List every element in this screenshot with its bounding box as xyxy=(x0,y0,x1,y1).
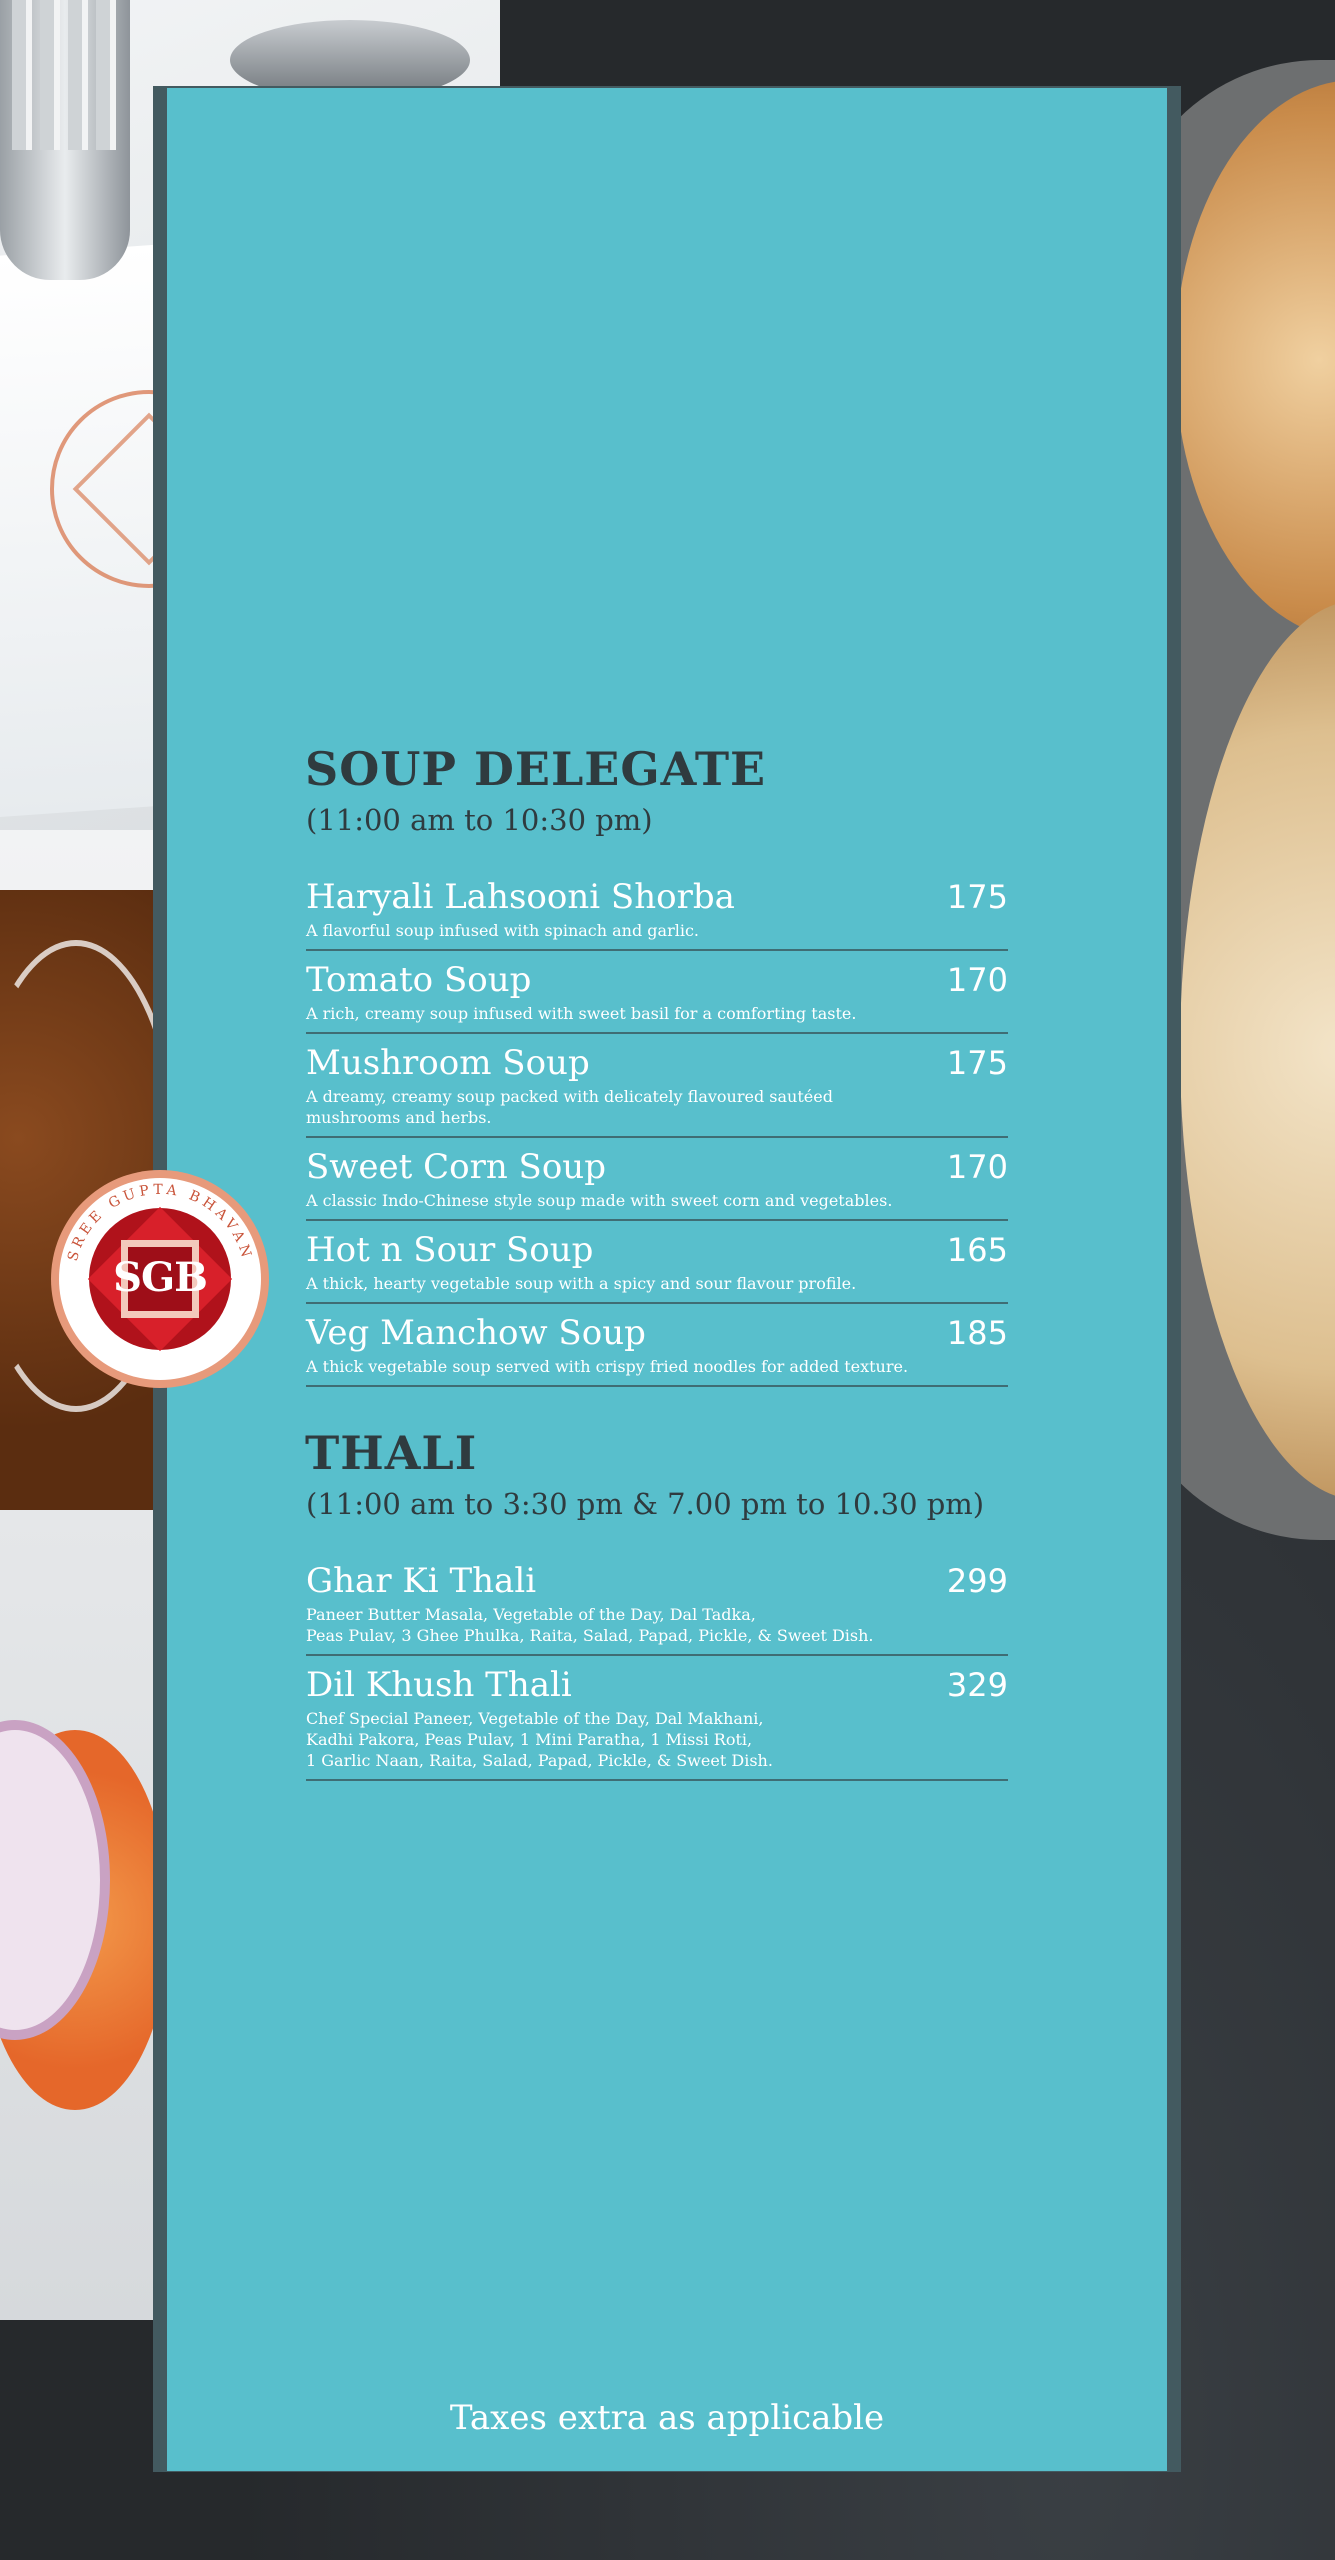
menu-item-name: Dil Khush Thali xyxy=(306,1665,572,1705)
menu-item-name: Sweet Corn Soup xyxy=(306,1147,606,1187)
sgb-logo xyxy=(51,1170,269,1388)
menu-item-price: 175 xyxy=(946,1044,1008,1082)
menu-item xyxy=(306,1664,1008,1781)
menu-item-description: A thick vegetable soup served with crispy fried noodles for added texture. xyxy=(306,1357,909,1376)
menu-item-name: Veg Manchow Soup xyxy=(306,1313,646,1353)
menu-item-name: Ghar Ki Thali xyxy=(306,1561,537,1601)
menu-item-name: Mushroom Soup xyxy=(306,1043,590,1083)
menu-item xyxy=(306,1229,1008,1304)
menu-item xyxy=(306,1560,1008,1656)
section-hours-soup: (11:00 am to 10:30 pm) xyxy=(306,803,653,837)
soup-list xyxy=(306,876,1008,1395)
menu-item-price: 175 xyxy=(946,878,1008,916)
logo-arc-top-text: SREE GUPTA BHAVAN xyxy=(64,1181,256,1264)
menu-item-description: A thick, hearty vegetable soup with a spicy and sour flavour profile. xyxy=(306,1274,857,1293)
menu-item-description: A flavorful soup infused with spinach and garlic. xyxy=(306,921,700,940)
section-hours-thali: (11:00 am to 3:30 pm & 7.00 pm to 10.30 pm) xyxy=(306,1487,985,1521)
menu-item xyxy=(306,959,1008,1034)
menu-item-name: Tomato Soup xyxy=(306,960,532,1000)
menu-item-name: Haryali Lahsooni Shorba xyxy=(306,877,735,917)
tax-note: Taxes extra as applicable xyxy=(449,2398,885,2438)
menu-item-description: Paneer Butter Masala, Vegetable of the Day, Dal Tadka, Peas Pulav, 3 Ghee Phulka, Raita, Salad, Papad, Pickle, & Sweet Dish. xyxy=(306,1605,874,1645)
menu-item-description: Chef Special Paneer, Vegetable of the Day, Dal Makhani, Kadhi Pakora, Peas Pulav, 1 Mini Paratha, 1 Missi Roti, 1 Garlic Naan, Raita, Salad, Papad, Pickle, & Sweet Dish. xyxy=(306,1709,773,1770)
menu-item-description: A dreamy, creamy soup packed with delicately flavoured sautéed mushrooms and herbs. xyxy=(306,1087,833,1127)
section-title-thali: THALI xyxy=(305,1426,478,1480)
logo-monogram: SGB xyxy=(113,1254,207,1301)
menu-item-price: 329 xyxy=(946,1666,1008,1704)
menu-item-price: 299 xyxy=(946,1562,1008,1600)
menu-item-description: A classic Indo-Chinese style soup made with sweet corn and vegetables. xyxy=(306,1191,893,1210)
menu-item xyxy=(306,1312,1008,1387)
menu-item-price: 185 xyxy=(946,1314,1008,1352)
thali-list xyxy=(306,1560,1008,1789)
section-title-soup: SOUP DELEGATE xyxy=(305,742,767,796)
fork-tines xyxy=(12,0,118,150)
menu-item-price: 170 xyxy=(946,1148,1008,1186)
menu-item xyxy=(306,876,1008,951)
menu-item-price: 165 xyxy=(946,1231,1008,1269)
menu-item-price: 170 xyxy=(946,961,1008,999)
menu-item-name: Hot n Sour Soup xyxy=(306,1230,594,1270)
menu-item xyxy=(306,1042,1008,1138)
menu-item-description: A rich, creamy soup infused with sweet basil for a comforting taste. xyxy=(306,1004,857,1023)
menu-item xyxy=(306,1146,1008,1221)
